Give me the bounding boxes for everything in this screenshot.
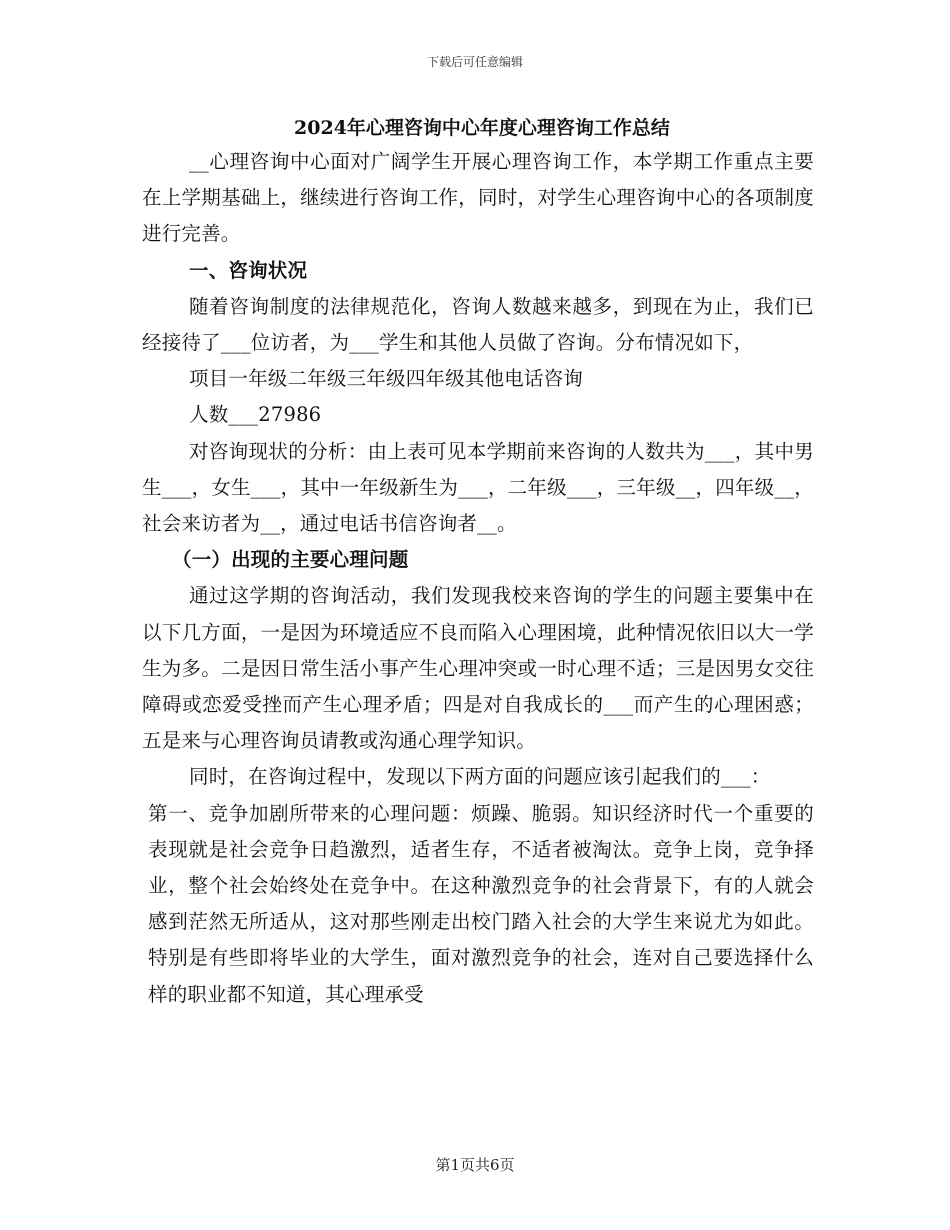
competition-paragraph: 第一、竞争加剧所带来的心理问题：烦躁、脆弱。知识经济时代一个重要的表现就是社会竞争日趋激烈，适者生存，不适者被淘汰。竞争上岗，竞争择业，整个社会始终处在竞争中。在这种激烈竞争的社会背景下，有的人就会感到茫然无所适从，这对那些刚走出校门踏入社会的大学生来说尤为如此。特别是有些即将毕业的大学生，面对激烈竞争的社会，连对自己要选择什么样的职业都不知道，其心理承受: [148, 801, 814, 1006]
subsection-heading-main-problems: （一）出现的主要心理问题: [172, 548, 409, 572]
table-values-line: 人数___27986: [189, 403, 322, 427]
analysis-paragraph: 对咨询现状的分析：由上表可见本学期前来咨询的人数共为___，其中男生___，女生___，其中一年级新生为___，二年级___，三年级__，四年级__，社会来访者为__，通过电话书信咨询者__。: [142, 439, 814, 536]
attention-paragraph: 同时，在咨询过程中，发现以下两方面的问题应该引起我们的___：: [189, 765, 771, 789]
intro-paragraph: __心理咨询中心面对广阔学生开展心理咨询工作，本学期工作重点主要在上学期基础上，继续进行咨询工作，同时，对学生心理咨询中心的各项制度进行完善。: [142, 150, 814, 246]
document-title: 2024年心理咨询中心年度心理咨询工作总结: [294, 117, 670, 139]
consultation-status-paragraph: 随着咨询制度的法律规范化，咨询人数越来越多，到现在为止，我们已经接待了___位访者，为___学生和其他人员做了咨询。分布情况如下，: [142, 294, 814, 355]
section-heading-consultation-status: 一、咨询状况: [189, 258, 308, 282]
table-header-line: 项目一年级二年级三年级四年级其他电话咨询: [189, 367, 584, 391]
page-header-note: 下载后可任意编辑: [426, 55, 523, 69]
document-body: [142, 112, 814, 1013]
main-problems-paragraph: 通过这学期的咨询活动，我们发现我校来咨询的学生的问题主要集中在以下几方面，一是因为环境适应不良而陷入心理困境，此种情况依旧以大一学生为多。二是因日常生活小事产生心理冲突或一时心理不适；三是因男女交往障碍或恋爱受挫而产生心理矛盾；四是对自我成长的___而产生的心理困惑；五是来与心理咨询员请教或沟通心理学知识。: [142, 584, 814, 753]
page-footer-page-number: 第1页共6页: [435, 1156, 515, 1174]
